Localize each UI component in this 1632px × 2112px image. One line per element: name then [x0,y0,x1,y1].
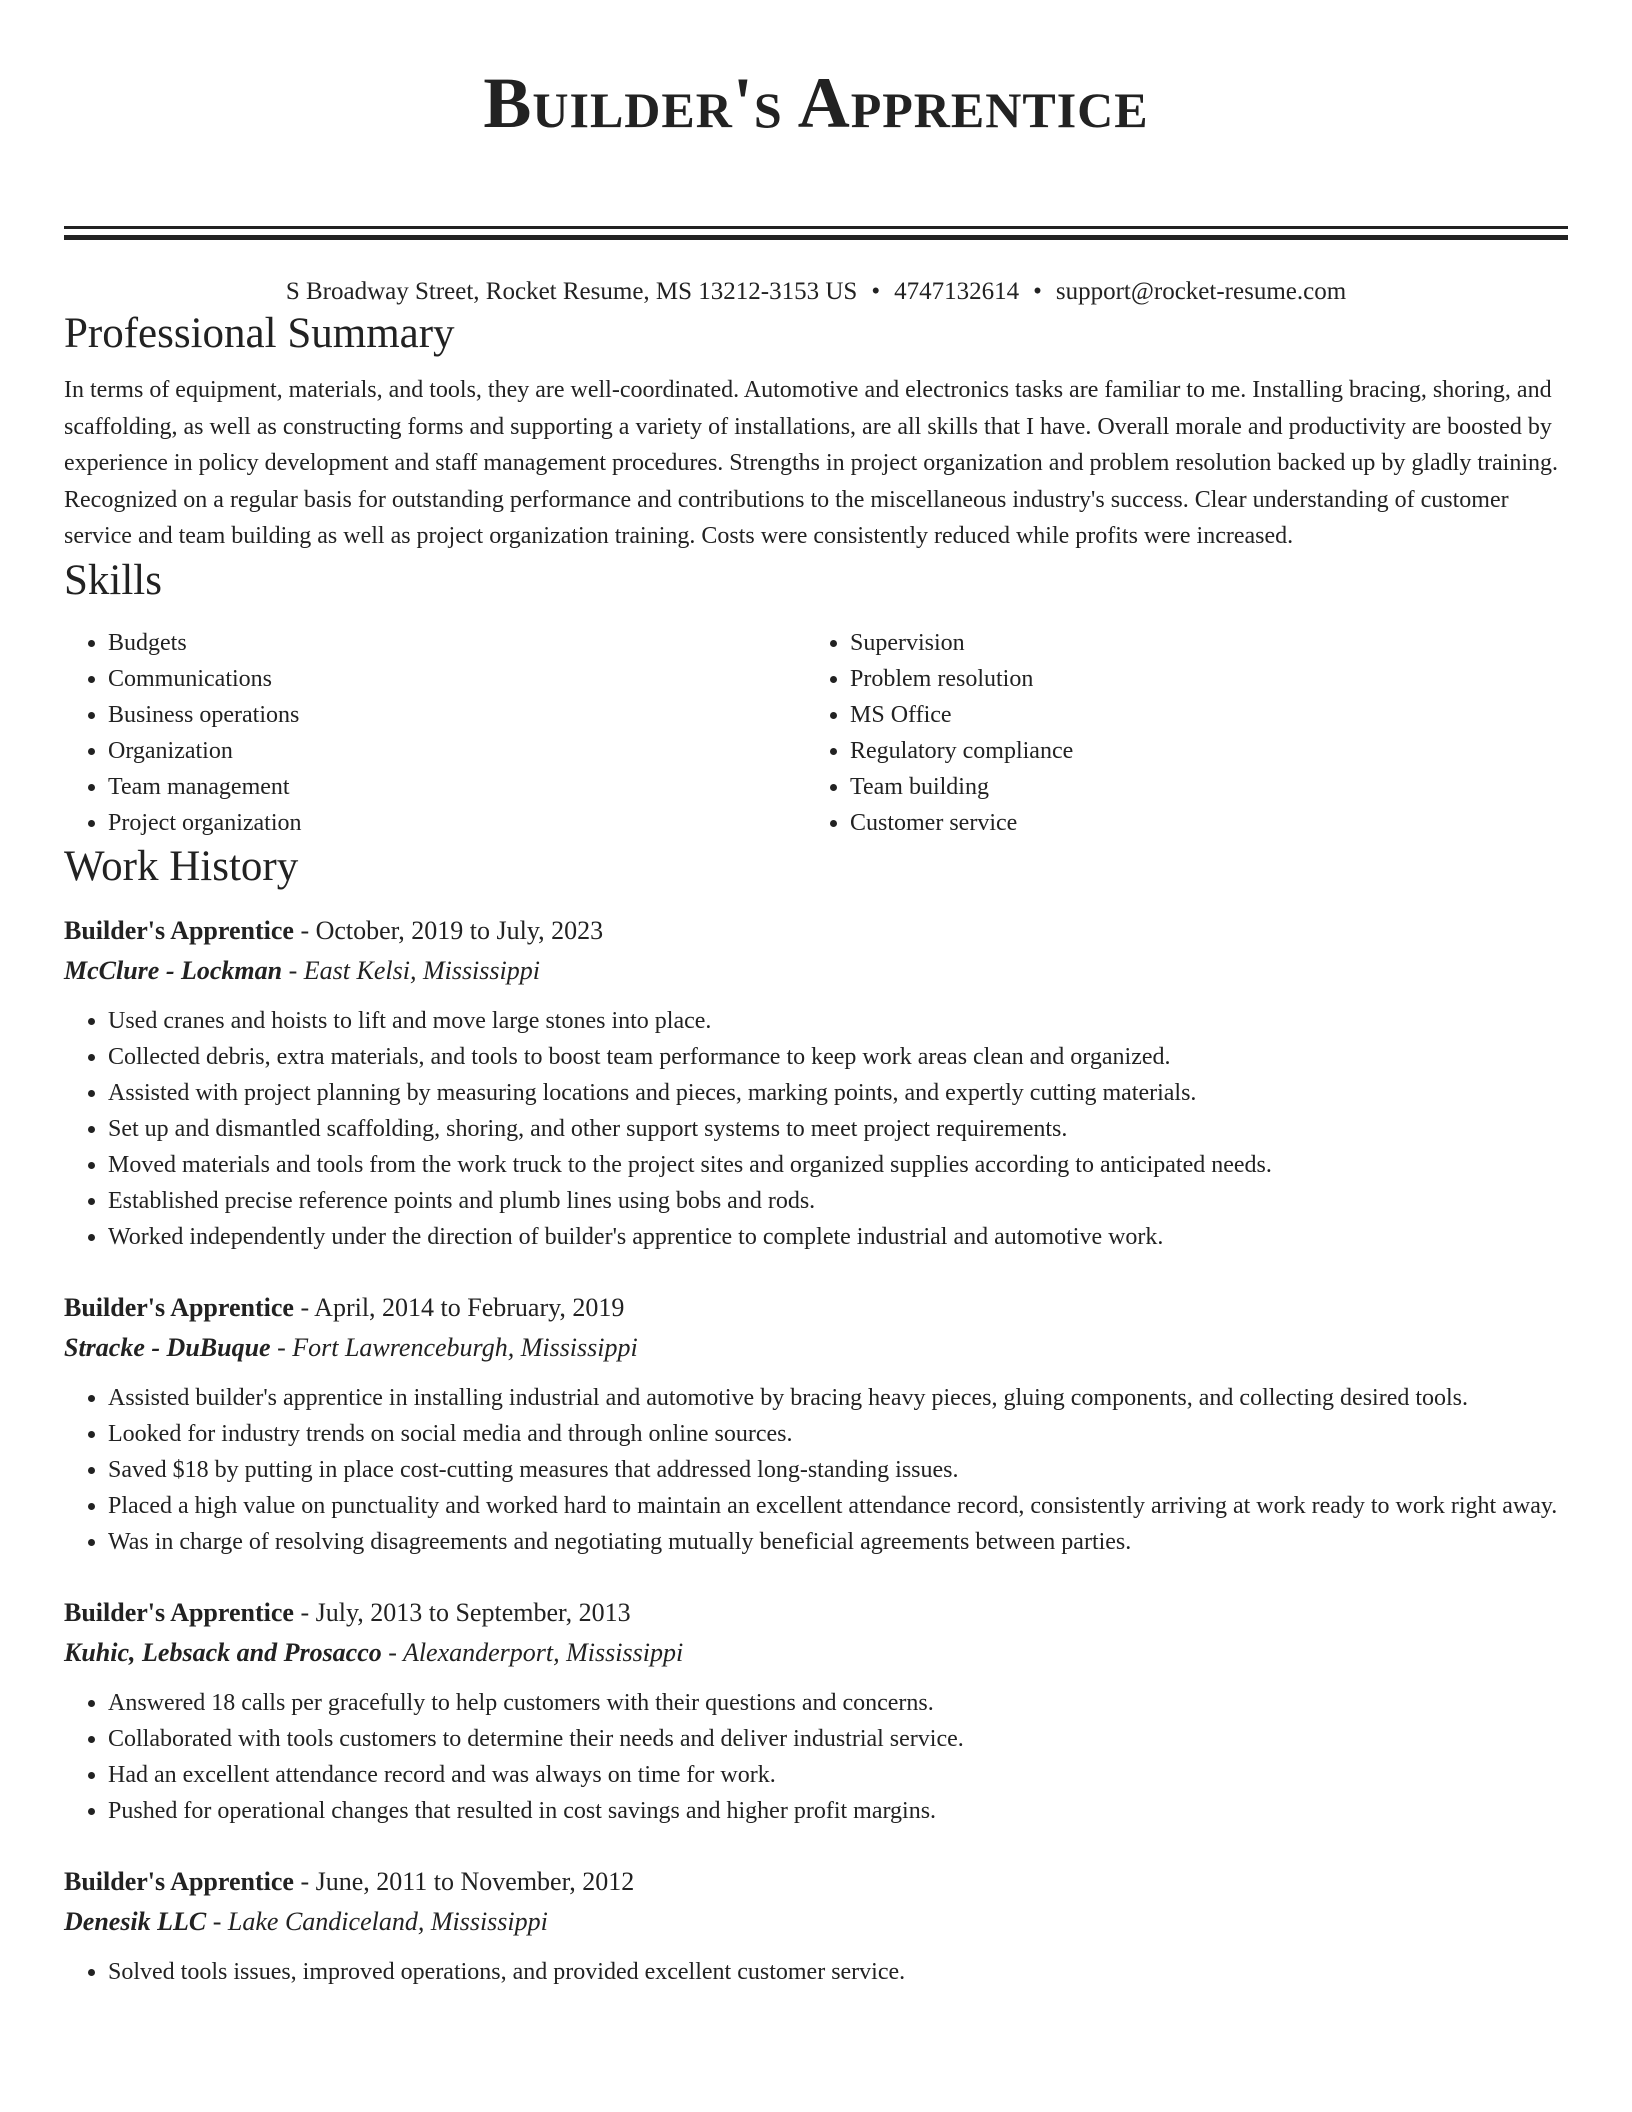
skills-list [64,625,1568,841]
job-company-line [64,1902,1568,1942]
skill-item: • Team building [850,769,1548,805]
skills-heading: Skills [64,556,162,604]
skills-column-right [806,625,1548,841]
email: support@rocket-resume.com [1055,278,1347,305]
job-title: Builder's Apprentice [64,1866,294,1896]
job-bullet: • Moved materials and tools from the work truck to the project sites and organized supplies according to anticipated needs. [108,1147,1568,1183]
job-bullet: • Saved $18 by putting in place cost-cutting measures that addressed long-standing issues. [108,1452,1568,1488]
job-bullet: • Assisted builder's apprentice in installing industrial and automotive by bracing heavy pieces, gluing components, and collecting desired tools. [108,1380,1568,1416]
job-title-line [64,1862,1568,1902]
skill-item: • Business operations [108,697,806,733]
job-entry [64,1862,1568,1990]
job-dates: - October, 2019 to July, 2023 [293,915,604,945]
job-title-line [64,911,1568,951]
skill-item: • Communications [108,661,806,697]
skill-item: • Project organization [108,805,806,841]
work-history-heading: Work History [64,842,299,890]
address: S Broadway Street, Rocket Resume, MS 13212-3153 US [285,278,858,305]
job-company: McClure - Lockman [64,955,283,985]
job-company-line [64,1633,1568,1673]
job-bullet: • Solved tools issues, improved operations, and provided excellent customer service. [108,1954,1568,1990]
job-title: Builder's Apprentice [64,915,294,945]
job-bullets [64,1685,1568,1829]
job-company: Kuhic, Lebsack and Prosacco [64,1637,382,1667]
job-title: Builder's Apprentice [64,1292,294,1322]
job-bullet: • Worked independently under the direction of builder's apprentice to complete industrial and automotive work. [108,1219,1568,1255]
skill-item: • MS Office [850,697,1548,733]
summary-heading: Professional Summary [64,310,455,357]
job-bullet: • Used cranes and hoists to lift and move large stones into place. [108,1003,1568,1039]
job-entry [64,1593,1568,1829]
skills-column-left [64,625,806,841]
title-divider [64,226,1568,240]
skill-item: • Supervision [850,625,1548,661]
skill-item: • Team management [108,769,806,805]
job-location: - Fort Lawrenceburgh, Mississippi [270,1332,638,1362]
contact-separator: • [871,278,881,305]
job-location: - Lake Candiceland, Mississippi [206,1906,548,1936]
skill-item: • Regulatory compliance [850,733,1548,769]
job-location: - Alexanderport, Mississippi [381,1637,684,1667]
job-title: Builder's Apprentice [64,1597,294,1627]
job-dates: - April, 2014 to February, 2019 [293,1292,625,1322]
job-entry [64,911,1568,1255]
job-bullet: • Assisted with project planning by measuring locations and pieces, marking points, and expertly cutting materials. [108,1075,1568,1111]
job-dates: - July, 2013 to September, 2013 [293,1597,631,1627]
job-bullet: • Established precise reference points and plumb lines using bobs and rods. [108,1183,1568,1219]
summary-text: In terms of equipment, materials, and tools, they are well-coordinated. Automotive and electronics tasks are familiar to me. Installing bracing, shoring, and scaffolding, as well as constructing forms and supporting a variety of installations, are all skills that I have. Overall morale and productivity are boosted by experience in policy development and staff management procedures. Strengths in project organization and problem resolution backed up by gladly training. Recognized on a regular basis for outstanding performance and contributions to the miscellaneous industry's success. Clear understanding of customer service and team building as well as project organization training. Costs were consistently reduced while profits were increased. [64,377,1558,549]
job-dates: - June, 2011 to November, 2012 [293,1866,635,1896]
job-bullets [64,1954,1568,1990]
job-bullet: • Answered 18 calls per gracefully to help customers with their questions and concerns. [108,1685,1568,1721]
skill-item: • Problem resolution [850,661,1548,697]
job-bullets [64,1003,1568,1255]
page-title: Builder's Apprentice [483,63,1149,143]
skill-item: • Customer service [850,805,1548,841]
job-title-line [64,1288,1568,1328]
contact-line [64,276,1568,308]
job-bullet: • Looked for industry trends on social media and through online sources. [108,1416,1568,1452]
skill-item: • Budgets [108,625,806,661]
job-bullet: • Placed a high value on punctuality and worked hard to maintain an excellent attendance record, consistently arriving at work ready to work right away. [108,1488,1568,1524]
job-location: - East Kelsi, Mississippi [282,955,540,985]
job-bullet: • Collaborated with tools customers to determine their needs and deliver industrial service. [108,1721,1568,1757]
job-title-line [64,1593,1568,1633]
job-bullet: • Pushed for operational changes that resulted in cost savings and higher profit margins. [108,1793,1568,1829]
job-bullet: • Collected debris, extra materials, and tools to boost team performance to keep work areas clean and organized. [108,1039,1568,1075]
phone: 4747132614 [894,278,1020,305]
job-company: Denesik LLC [64,1906,207,1936]
job-company-line [64,1328,1568,1368]
contact-separator: • [1033,278,1042,305]
skill-item: • Organization [108,733,806,769]
job-bullets [64,1380,1568,1560]
job-bullet: • Had an excellent attendance record and was always on time for work. [108,1757,1568,1793]
job-entry [64,1288,1568,1560]
job-bullet: • Set up and dismantled scaffolding, shoring, and other support systems to meet project requirements. [108,1111,1568,1147]
job-company-line [64,951,1568,991]
job-bullet: • Was in charge of resolving disagreements and negotiating mutually beneficial agreements between parties. [108,1524,1568,1560]
job-company: Stracke - DuBuque [64,1332,271,1362]
